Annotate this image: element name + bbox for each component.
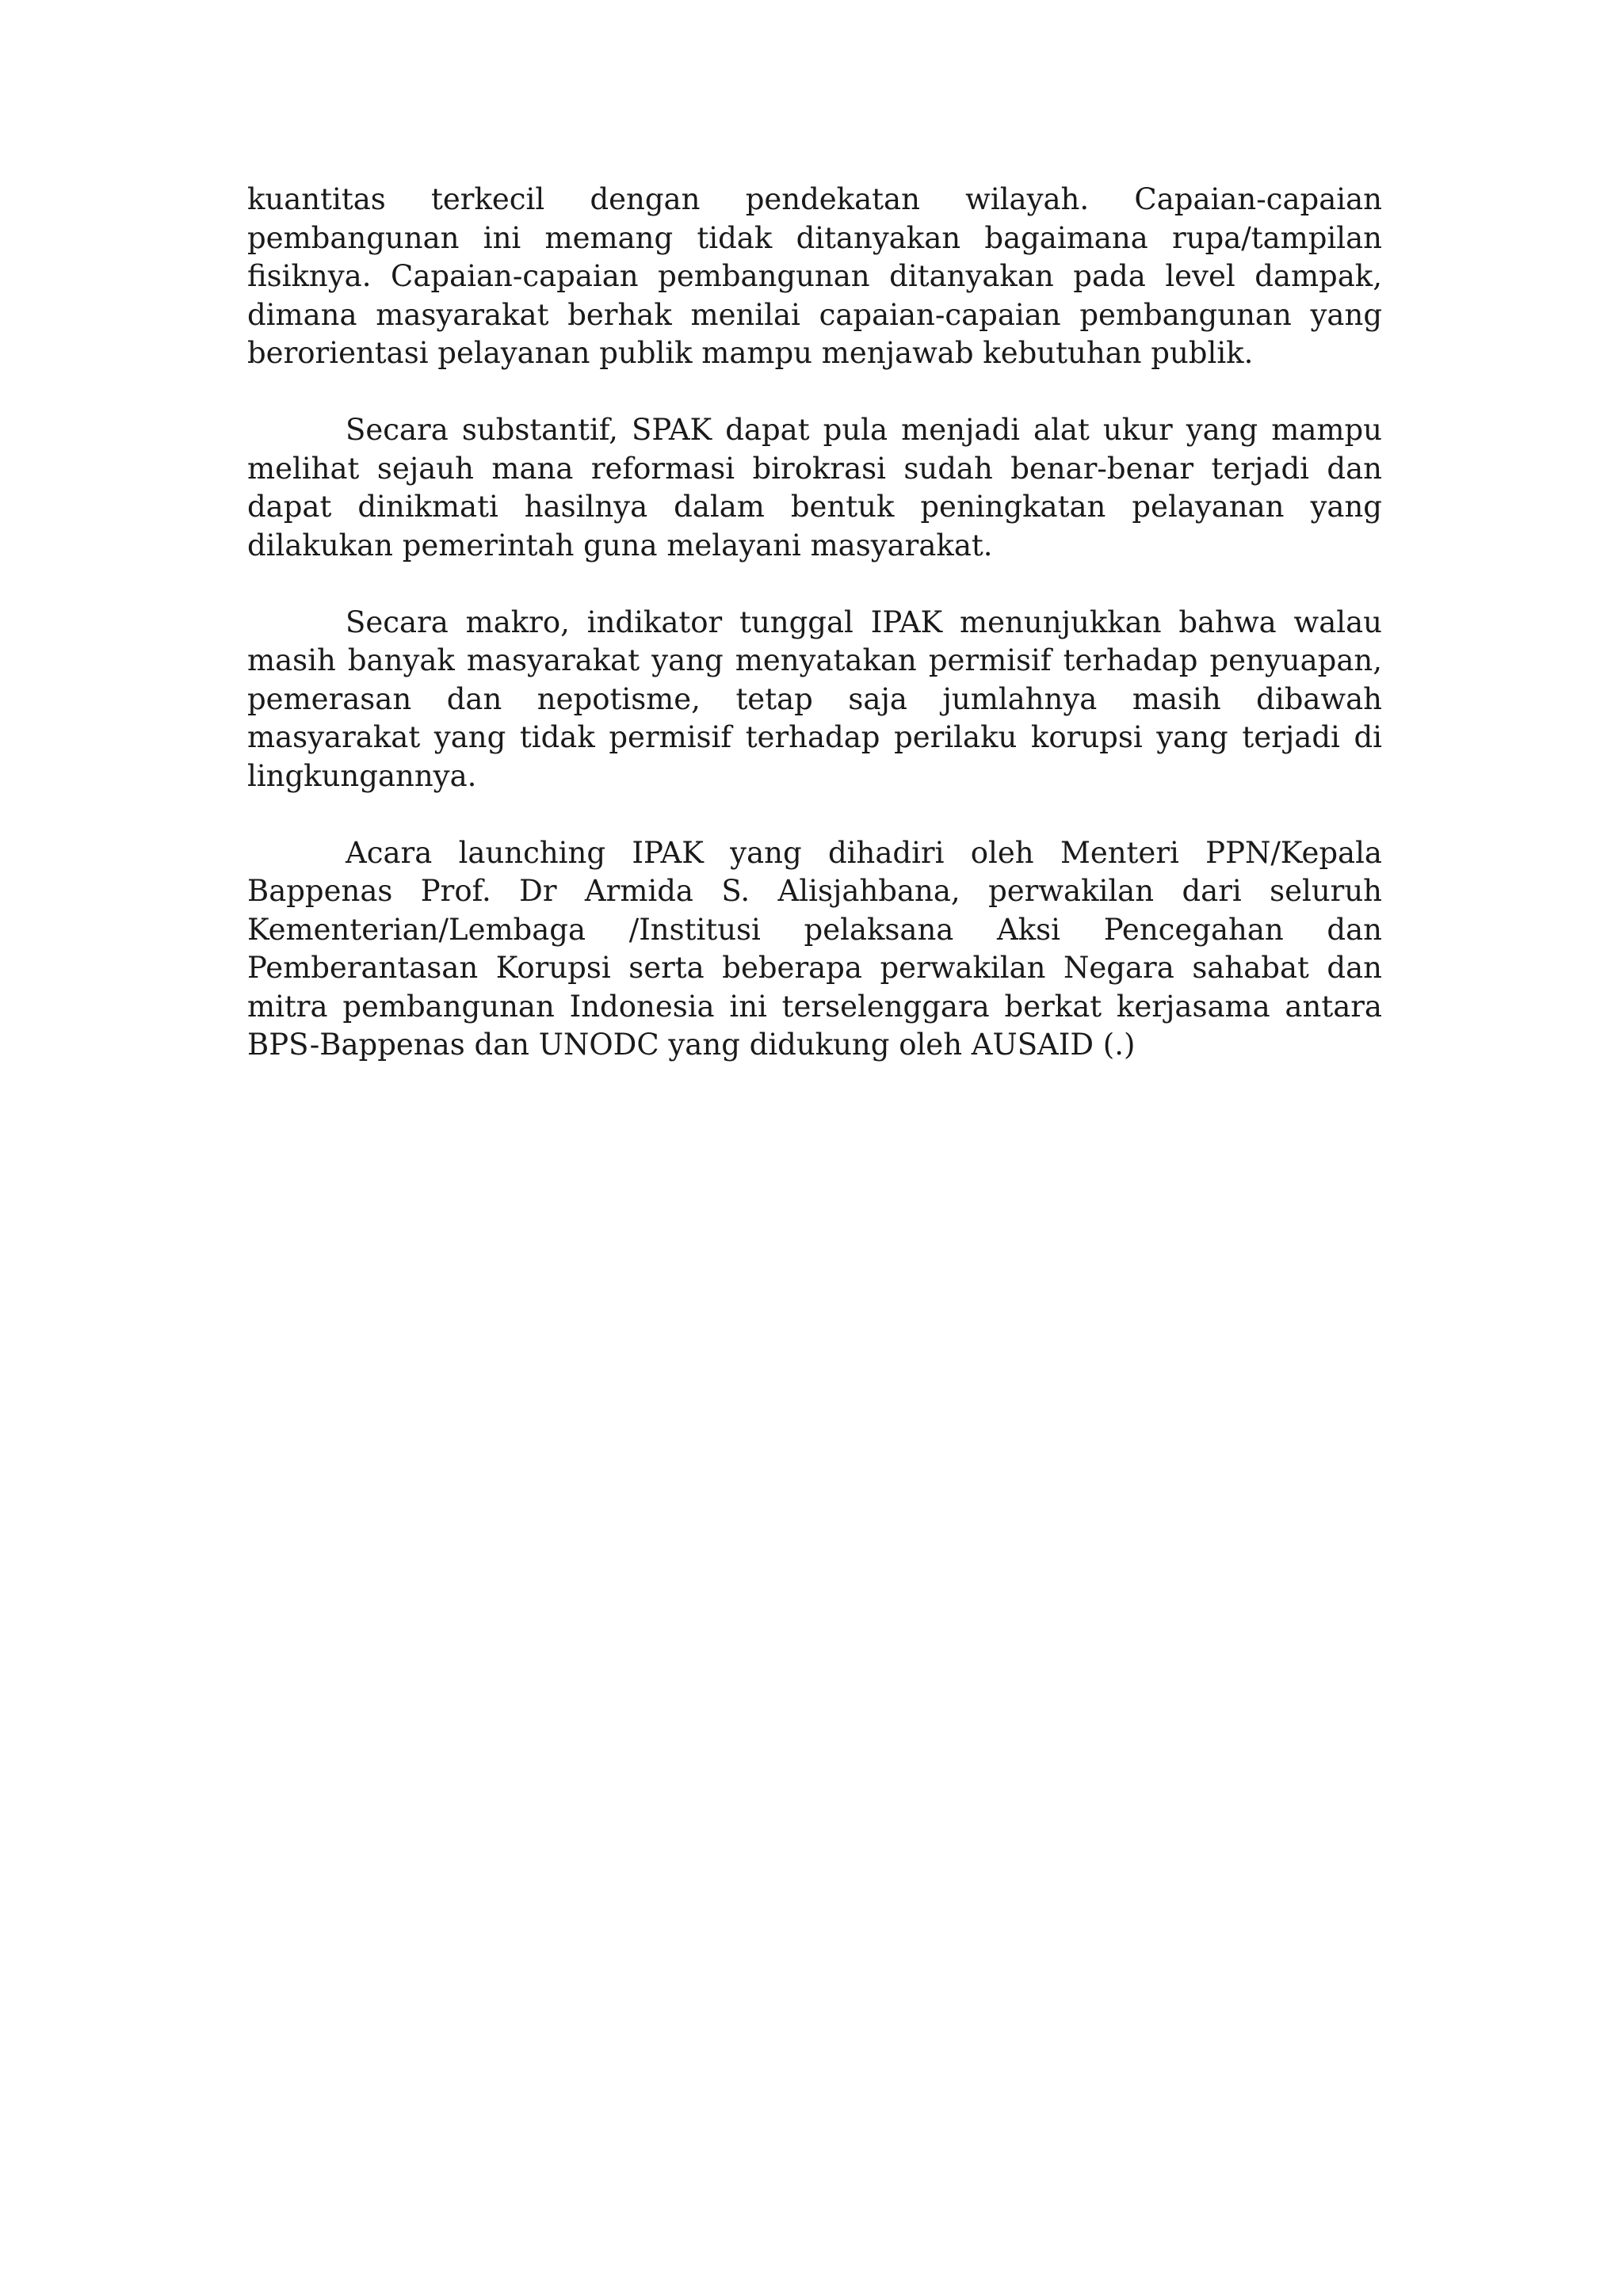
body-text	[247, 181, 1382, 1103]
paragraph-2: Secara substantif, SPAK dapat pula menjadi alat ukur yang mampu melihat sejauh mana reformasi birokrasi sudah benar-benar terjadi dan dapat dinikmati hasilnya dalam bentuk peningkatan pelayanan yang dilakukan pemerintah guna melayani masyarakat.	[247, 413, 1382, 563]
paragraph-3: Secara makro, indikator tunggal IPAK menunjukkan bahwa walau masih banyak masyarakat yang menyatakan permisif terhadap penyuapan, pemerasan dan nepotisme, tetap saja jumlahnya masih dibawah masyarakat yang tidak permisif terhadap perilaku korupsi yang terjadi di lingkungannya.	[247, 605, 1382, 793]
paragraph-4: Acara launching IPAK yang dihadiri oleh Menteri PPN/Kepala Bappenas Prof. Dr Armida S. Alisjahbana, perwakilan dari seluruh Kementerian/Lembaga /Institusi pelaksana Aksi Pencegahan dan Pemberantasan Korupsi serta beberapa perwakilan Negara sahabat dan mitra pembangunan Indonesia ini terselenggara berkat kerjasama antara BPS-Bappenas dan UNODC yang didukung oleh AUSAID (.)	[247, 835, 1382, 1062]
paragraph-1: kuantitas terkecil dengan pendekatan wilayah. Capaian-capaian pembangunan ini memang tidak ditanyakan bagaimana rupa/tampilan fisiknya. Capaian-capaian pembangunan ditanyakan pada level dampak, dimana masyarakat berhak menilai capaian-capaian pembangunan yang berorientasi pelayanan publik mampu menjawab kebutuhan publik.	[247, 182, 1382, 370]
